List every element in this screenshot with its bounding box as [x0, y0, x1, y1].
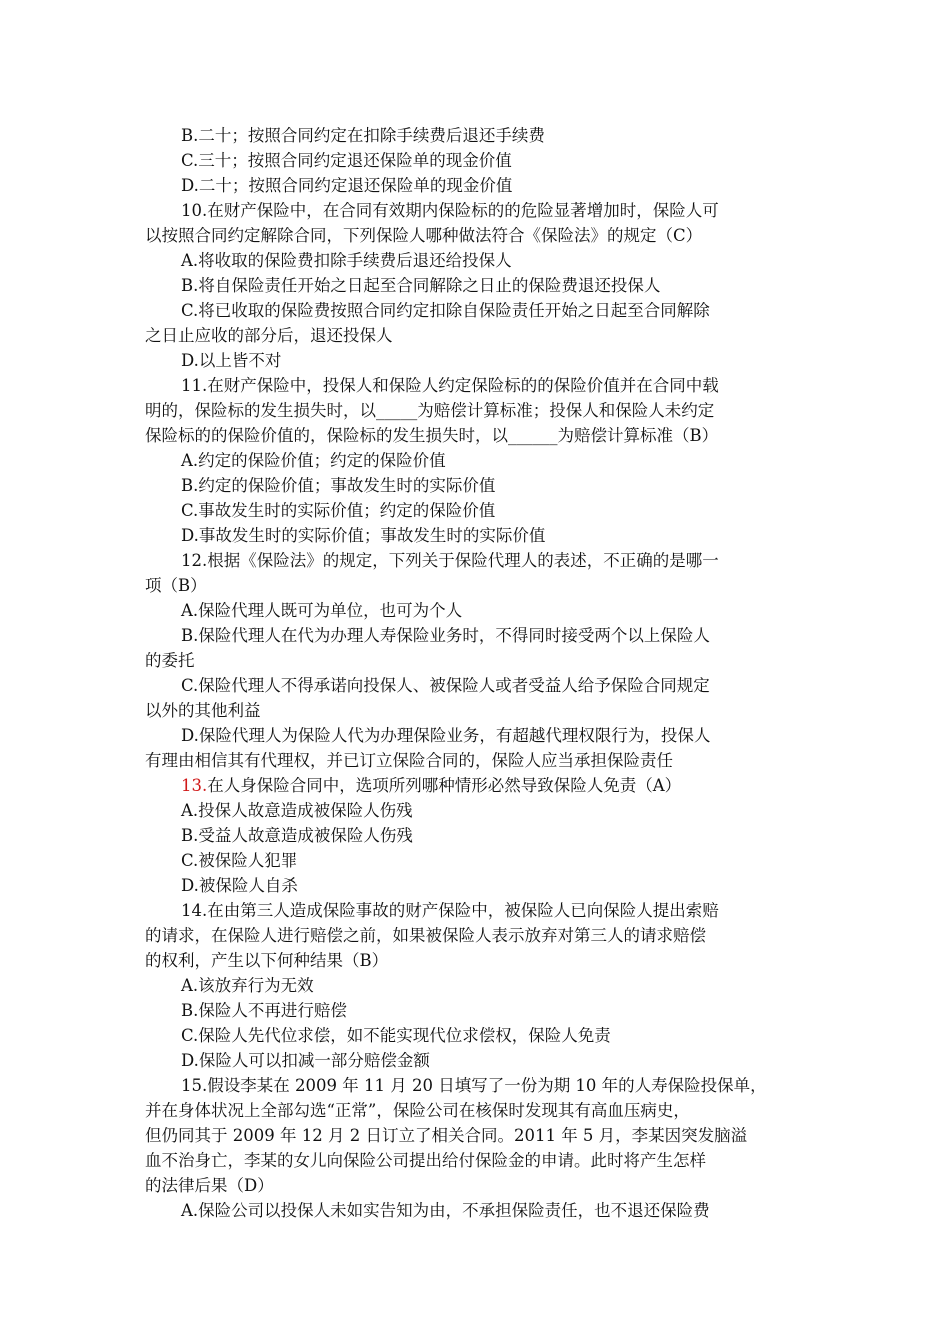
q11-option-a: A.约定的保险价值；约定的保险价值 — [181, 451, 446, 470]
q11-option-c: C.事故发生时的实际价值；约定的保险价值 — [181, 501, 496, 520]
q13-stem-text: 在人身保险合同中，选项所列哪种情形必然导致保险人免责（A） — [207, 776, 682, 795]
q12-stem-line2: 项（B） — [145, 576, 207, 595]
q12-option-c-line1: C.保险代理人不得承诺向投保人、被保险人或者受益人给予保险合同规定 — [181, 676, 710, 695]
q11-option-d: D.事故发生时的实际价值；事故发生时的实际价值 — [181, 526, 546, 545]
q12-stem-line1: 12.根据《保险法》的规定，下列关于保险代理人的表述，不正确的是哪一 — [181, 551, 719, 570]
q14-option-c: C.保险人先代位求偿，如不能实现代位求偿权，保险人免责 — [181, 1026, 611, 1045]
q11-stem-line1: 11.在财产保险中，投保人和保险人约定保险标的的保险价值并在合同中载 — [181, 376, 719, 395]
q10-stem-line1: 10.在财产保险中，在合同有效期内保险标的的危险显著增加时，保险人可 — [181, 201, 719, 220]
q9-option-c: C.三十；按照合同约定退还保险单的现金价值 — [181, 151, 512, 170]
q12-option-b-line1: B.保险代理人在代为办理人寿保险业务时，不得同时接受两个以上保险人 — [181, 626, 710, 645]
q11-stem-line3: 保险标的的保险价值的，保险标的发生损失时，以______为赔偿计算标准（B） — [145, 426, 719, 445]
q15-stem-line4: 血不治身亡，李某的女儿向保险公司提出给付保险金的申请。此时将产生怎样 — [145, 1151, 706, 1170]
q13-option-c: C.被保险人犯罪 — [181, 851, 298, 870]
q14-stem-line3: 的权利，产生以下何种结果（B） — [145, 951, 389, 970]
q13-option-a: A.投保人故意造成被保险人伤残 — [181, 801, 413, 820]
q14-stem-line2: 的请求，在保险人进行赔偿之前，如果被保险人表示放弃对第三人的请求赔偿 — [145, 926, 706, 945]
q10-stem-line2: 以按照合同约定解除合同，下列保险人哪种做法符合《保险法》的规定（C） — [145, 226, 703, 245]
q12-option-a: A.保险代理人既可为单位，也可为个人 — [181, 601, 463, 620]
q10-option-c-line1: C.将已收取的保险费按照合同约定扣除自保险责任开始之日起至合同解除 — [181, 301, 710, 320]
q10-option-d: D.以上皆不对 — [181, 351, 282, 370]
q10-option-b: B.将自保险责任开始之日起至合同解除之日止的保险费退还投保人 — [181, 276, 661, 295]
q10-option-c-line2: 之日止应收的部分后，退还投保人 — [145, 326, 393, 345]
q9-option-b: B.二十；按照合同约定在扣除手续费后退还手续费 — [181, 126, 545, 145]
q15-stem-line5: 的法律后果（D） — [145, 1176, 274, 1195]
q13-stem — [181, 774, 681, 798]
q14-stem-line1: 14.在由第三人造成保险事故的财产保险中，被保险人已向保险人提出索赔 — [181, 901, 719, 920]
q12-option-c-line2: 以外的其他利益 — [145, 701, 261, 720]
q10-option-a: A.将收取的保险费扣除手续费后退还给投保人 — [181, 251, 512, 270]
q14-option-b: B.保险人不再进行赔偿 — [181, 1001, 347, 1020]
q13-option-d: D.被保险人自杀 — [181, 876, 298, 895]
q14-option-a: A.该放弃行为无效 — [181, 976, 314, 995]
q9-option-d: D.二十；按照合同约定退还保险单的现金价值 — [181, 176, 513, 195]
q13-option-b: B.受益人故意造成被保险人伤残 — [181, 826, 413, 845]
q13-number: 13. — [181, 776, 208, 795]
q12-option-d-line2: 有理由相信其有代理权，并已订立保险合同的，保险人应当承担保险责任 — [145, 751, 673, 770]
q15-stem-line1: 15.假设李某在 2009 年 11 月 20 日填写了一份为期 10 年的人寿保险投保单， — [181, 1076, 767, 1095]
q15-stem-line3: 但仍同其于 2009 年 12 月 2 日订立了相关合同。2011 年 5 月，李某因突发脑溢 — [145, 1126, 748, 1145]
q14-option-d: D.保险人可以扣减一部分赔偿金额 — [181, 1051, 430, 1070]
q11-option-b: B.约定的保险价值；事故发生时的实际价值 — [181, 476, 496, 495]
q11-stem-line2: 明的，保险标的发生损失时，以_____为赔偿计算标准；投保人和保险人未约定 — [145, 401, 715, 420]
q12-option-d-line1: D.保险代理人为保险人代为办理保险业务，有超越代理权限行为，投保人 — [181, 726, 711, 745]
q15-option-a: A.保险公司以投保人未如实告知为由，不承担保险责任，也不退还保险费 — [181, 1201, 710, 1220]
q12-option-b-line2: 的委托 — [145, 651, 195, 670]
q15-stem-line2: 并在身体状况上全部勾选“正常”，保险公司在核保时发现其有高血压病史， — [145, 1101, 690, 1120]
